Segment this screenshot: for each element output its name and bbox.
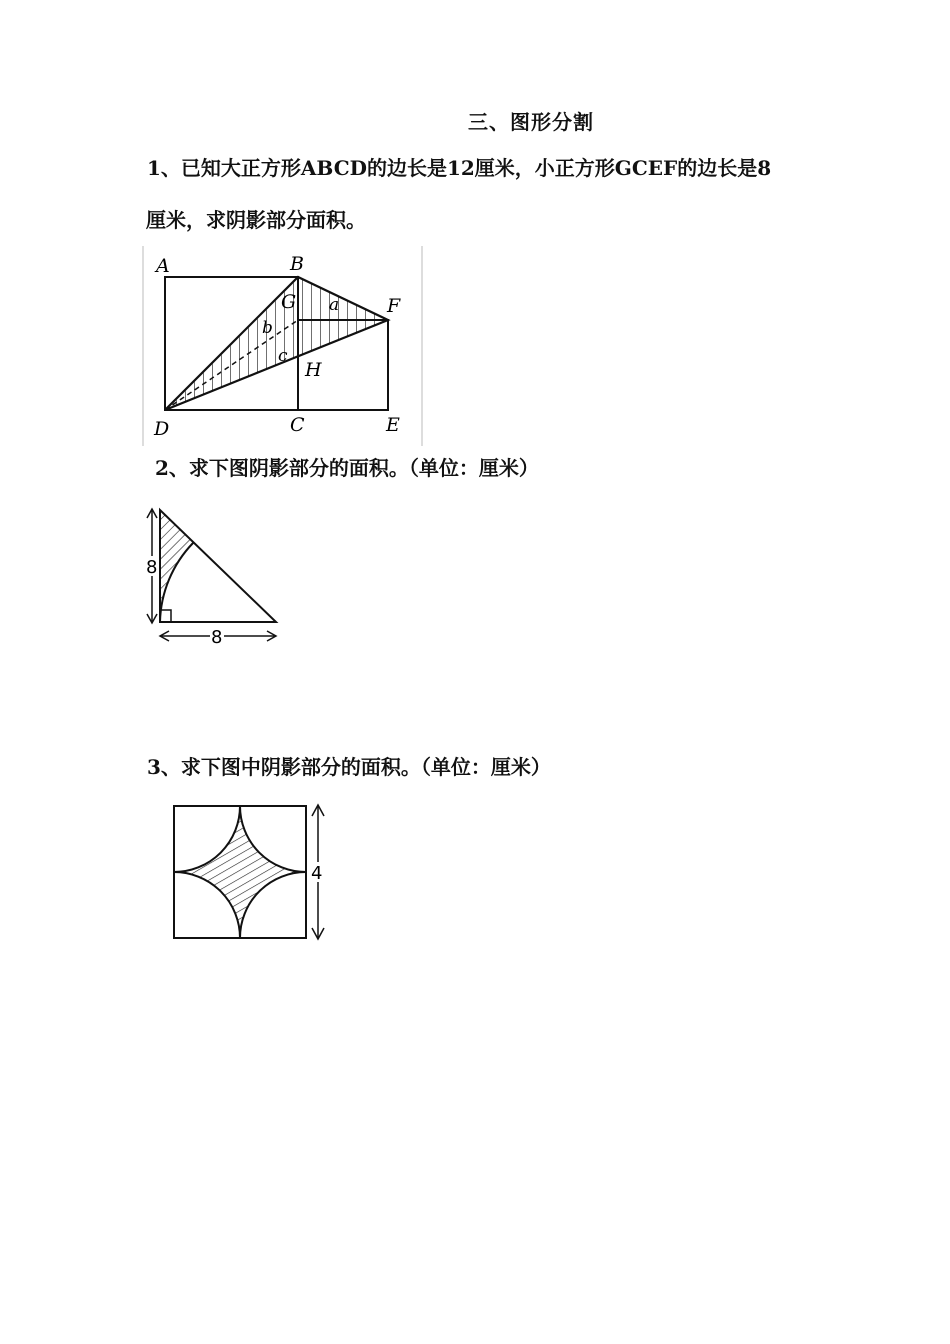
label-e: E	[386, 414, 400, 436]
shaded-star-region	[174, 806, 306, 938]
shaded-triangle-dbf	[165, 277, 388, 410]
problem-2-text: 2、求下图阴影部分的面积。（单位：厘米）	[155, 456, 539, 480]
problem-3-text: 3、求下图中阴影部分的面积。（单位：厘米）	[147, 755, 551, 779]
label-f: F	[387, 295, 401, 317]
label-region-c: c	[278, 346, 288, 366]
right-triangle	[160, 510, 276, 622]
page-title: 三、图形分割	[468, 110, 594, 134]
label-c: C	[290, 414, 305, 436]
problem-1-text-line-1: 1、已知大正方形ABCD的边长是12厘米，小正方形GCEF的边长是8	[147, 156, 772, 180]
problem-3-figure	[165, 800, 335, 945]
problem-1-text-line-2: 厘米，求阴影部分面积。	[146, 208, 366, 232]
problem-2-figure	[140, 500, 290, 650]
problem-1-figure	[140, 246, 430, 450]
label-b: B	[290, 253, 304, 275]
base-label: 8	[211, 627, 223, 648]
label-h: H	[305, 359, 322, 381]
label-region-a: a	[329, 295, 340, 315]
label-region-b: b	[262, 318, 273, 338]
side-label: 4	[311, 863, 323, 884]
label-a: A	[156, 255, 170, 277]
label-d: D	[154, 418, 170, 440]
height-label: 8	[146, 557, 158, 578]
label-g: G	[281, 291, 297, 313]
